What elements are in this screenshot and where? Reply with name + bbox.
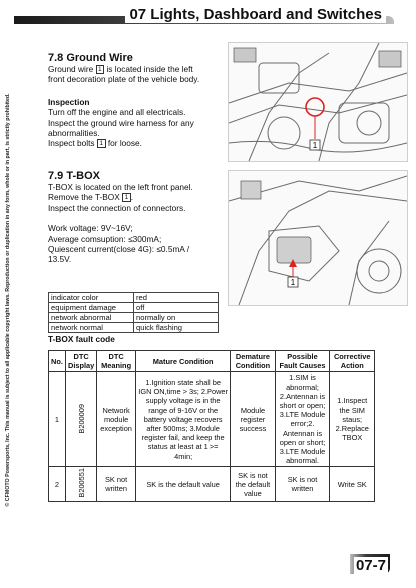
ground-photo-callout: 1 bbox=[312, 141, 318, 150]
table-cell: indicator color bbox=[49, 293, 134, 303]
ground-wire-photo bbox=[228, 42, 408, 162]
table-cell: Write SK bbox=[330, 467, 375, 502]
column-header: DTC Meaning bbox=[97, 351, 136, 372]
column-header: Possible Fault Causes bbox=[275, 351, 330, 372]
table-cell: SK is the default value bbox=[135, 467, 230, 502]
table-cell: SK is not the default value bbox=[231, 467, 275, 502]
table-cell bbox=[65, 467, 96, 502]
column-header: Mature Condition bbox=[135, 351, 230, 372]
callout-box: 1 bbox=[96, 65, 105, 74]
table-cell: SK is not written bbox=[275, 467, 330, 502]
table-cell: red bbox=[134, 293, 219, 303]
column-header: DTC Display bbox=[65, 351, 96, 372]
inspection-line: Turn off the engine and all electricals. bbox=[48, 107, 186, 118]
spec-line: Quiescent current(close 4G): ≤0.5mA / bbox=[48, 244, 190, 255]
inspection-line: abnormalities. bbox=[48, 128, 100, 139]
column-header: No. bbox=[49, 351, 66, 372]
table-row bbox=[49, 467, 375, 502]
column-header: Demature Condition bbox=[231, 351, 275, 372]
dtc-code: B200009 bbox=[76, 403, 86, 434]
table-cell: Module register success bbox=[231, 372, 275, 467]
spec-line: Average comsuption: ≤300mA; bbox=[48, 233, 162, 244]
copyright-notice: © CFMOTO Powersports, Inc. This manual is subject to all applicable copyright laws. Reproduction or duplication in any form, whole or in part, is strictly prohibited. bbox=[5, 93, 11, 507]
inspection-steps bbox=[48, 107, 220, 149]
chapter-title: 07 Lights, Dashboard and Switches bbox=[125, 6, 386, 23]
tbox-remove-end: . bbox=[130, 192, 134, 203]
tbox-photo-callout: 1 bbox=[290, 278, 296, 287]
table-header-row bbox=[49, 351, 375, 372]
indicator-status-table bbox=[48, 292, 219, 333]
table-row bbox=[49, 303, 219, 313]
table-row bbox=[49, 372, 375, 467]
inspection-line: Inspect the ground wire harness for any bbox=[48, 117, 194, 128]
table-cell: off bbox=[134, 303, 219, 313]
table-cell: 1.SIM is abnormal; 2.Antennan is short or open; 3.LTE Module error;2. Antennan is open or short; 3.LTE Module abnormal. bbox=[275, 372, 330, 467]
spec-line: 13.5V. bbox=[48, 254, 72, 265]
tbox-remove-text: Remove the T-BOX bbox=[48, 192, 120, 203]
table-cell: network abnormal bbox=[49, 313, 134, 323]
table-cell bbox=[65, 372, 96, 467]
callout-box: 1 bbox=[122, 193, 131, 202]
inspection-line: Inspect bolts bbox=[48, 138, 95, 149]
ground-wire-section bbox=[48, 52, 220, 149]
copyright-sidebar bbox=[2, 70, 14, 530]
fault-code-table bbox=[48, 350, 375, 502]
tbox-title: 7.9 T-BOX bbox=[48, 170, 100, 182]
ground-wire-text-b: is located inside the left bbox=[106, 64, 193, 74]
table-cell: 2 bbox=[49, 467, 66, 502]
table-cell: 1.Ignition state shall be IGN ON,time > 3s; 2.Power supply voltage is in the range of 9-16V or the battery voltage recovers after 500ms; 3.Module register fail, and keep the status at least at 1 >= 4min; bbox=[135, 372, 230, 467]
callout-box: 1 bbox=[97, 139, 106, 148]
tbox-specs bbox=[48, 223, 228, 265]
table-cell: equipment damage bbox=[49, 303, 134, 313]
table-cell: quick flashing bbox=[134, 323, 219, 333]
table-cell: Network module exception bbox=[97, 372, 136, 467]
ground-wire-intro bbox=[48, 64, 220, 85]
table-cell: SK not written bbox=[97, 467, 136, 502]
spec-line: Work voltage: 9V~16V; bbox=[48, 223, 133, 234]
column-header: Corrective Action bbox=[330, 351, 375, 372]
table-cell: normally on bbox=[134, 313, 219, 323]
table-row bbox=[49, 293, 219, 303]
fault-code-title: T-BOX fault code bbox=[48, 334, 115, 344]
table-cell: 1 bbox=[49, 372, 66, 467]
ground-wire-line2: front decoration plate of the vehicle body. bbox=[48, 74, 200, 85]
dtc-code: B200551 bbox=[76, 468, 86, 499]
tbox-photo bbox=[228, 170, 408, 306]
table-cell: 1.Inspect the SIM staus; 2.Replace TBOX bbox=[330, 372, 375, 467]
page-number: 07-7 bbox=[355, 557, 386, 574]
table-row bbox=[49, 323, 219, 333]
tbox-line3: Inspect the connection of connectors. bbox=[48, 202, 186, 213]
tbox-intro bbox=[48, 182, 228, 213]
ground-wire-title: 7.8 Ground Wire bbox=[48, 52, 133, 64]
tbox-section bbox=[48, 170, 228, 265]
table-cell: network normal bbox=[49, 323, 134, 333]
tbox-line1: T-BOX is located on the left front panel. bbox=[48, 182, 193, 192]
inspection-line: for loose. bbox=[107, 138, 142, 149]
ground-wire-text-a: Ground wire bbox=[48, 64, 94, 74]
inspection-title: Inspection bbox=[48, 96, 90, 107]
table-row bbox=[49, 313, 219, 323]
